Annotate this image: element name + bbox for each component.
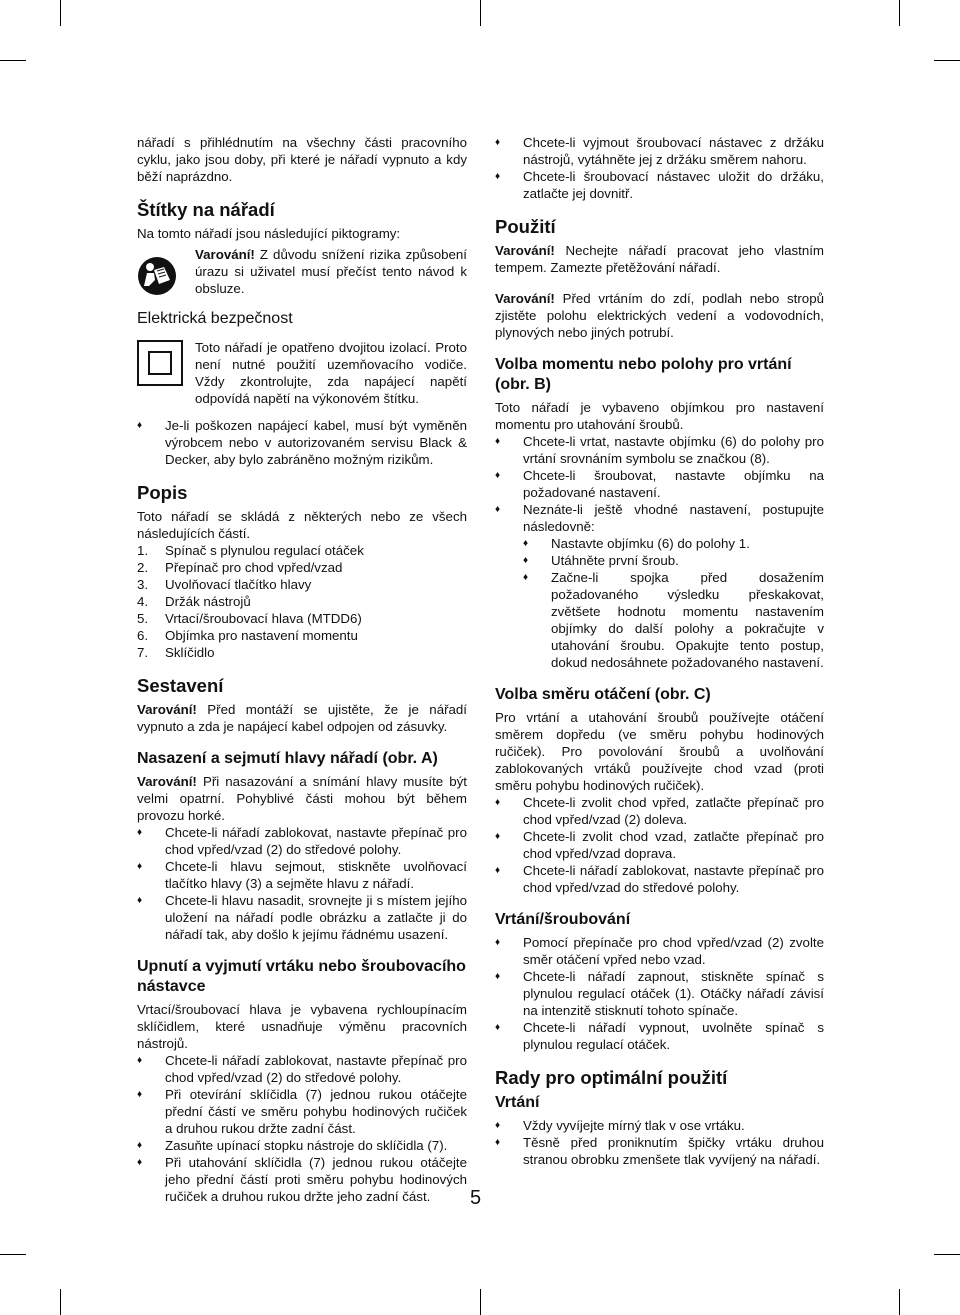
list-item: ♦ Chcete-li hlavu nasadit, srovnejte ji s místem jejího uložení na nářadí podle obrázku a zatlačte ji do nářadí tak, aby došlo k jejímu řádnému usazení. bbox=[137, 892, 467, 943]
list-item: ♦ Při otevírání sklíčidla (7) jednou rukou otáčejte přední částí ve směru pohybu hodinových ručiček a druhou rukou držte zadní část. bbox=[137, 1086, 467, 1137]
intro-text: nářadí s přihlédnutím na všechny části pracovního cyklu, jako jsou doby, při které je nářadí vypnuto a kdy běží naprázdno. bbox=[137, 135, 467, 184]
head-warning: Varování! Při nasazování a snímání hlavy musíte být velmi opatrní. Pohyblivé části mohou být během provozu horké. bbox=[137, 774, 467, 823]
torque-sub-list bbox=[523, 535, 824, 671]
crop-mark bbox=[934, 60, 960, 61]
head-list bbox=[137, 824, 467, 943]
parts-list bbox=[137, 542, 467, 661]
description-intro: Toto nářadí se skládá z některých nebo ze všech následujících částí. bbox=[137, 509, 467, 541]
use-heading: Použití bbox=[495, 216, 556, 237]
list-item: ♦ Chcete-li šroubovací nástavec uložit do držáku, zatlačte jej dovnitř. bbox=[495, 168, 824, 202]
read-manual-row bbox=[137, 246, 467, 297]
list-item: ♦ Neznáte-li ještě vhodné nastavení, postupujte následovně: bbox=[495, 501, 824, 535]
assembly-warning: Varování! Před montáží se ujistěte, že je nářadí vypnuto a zda je napájecí kabel odpojen od zásuvky. bbox=[137, 702, 468, 734]
double-insulation-text: Toto nářadí je opatřeno dvojitou izolací. Proto není nutné použití uzemňovacího vodiče. Vždy zkontrolujte, zda napájecí napětí odpovídá napětí na výkonovém štítku. bbox=[195, 340, 467, 406]
list-item: ♦ Chcete-li nářadí zapnout, stiskněte spínač s plynulou regulací otáček (1). Otáčky nářadí závisí na intenzitě stisknutí tohoto spínače. bbox=[495, 968, 824, 1019]
crop-mark bbox=[60, 1289, 61, 1315]
list-item: ♦ Chcete-li nářadí zablokovat, nastavte přepínač pro chod vpřed/vzad (2) do středové polohy. bbox=[137, 1052, 467, 1086]
direction-list bbox=[495, 794, 824, 896]
torque-list bbox=[495, 433, 824, 535]
bit-heading: Upnutí a vyjmutí vrtáku nebo šroubovacího nástavce bbox=[137, 958, 466, 995]
drilling-list bbox=[495, 934, 824, 1053]
list-item: ♦ Při utahování sklíčidla (7) jednou rukou otáčejte jeho přední částí proti směru pohybu hodinových ručiček a druhou rukou držte jeho zadní část. bbox=[137, 1154, 467, 1205]
crop-mark bbox=[480, 0, 481, 26]
list-item: ♦ Chcete-li nářadí zablokovat, nastavte přepínač pro chod vpřed/vzad do středové polohy. bbox=[495, 862, 824, 896]
crop-mark bbox=[934, 1254, 960, 1255]
list-item: ♦ Utáhněte první šroub. bbox=[523, 552, 824, 569]
crop-mark bbox=[60, 0, 61, 26]
use-warning-1: Varování! Nechejte nářadí pracovat jeho vlastním tempem. Zamezte přetěžování nářadí. bbox=[495, 243, 825, 275]
list-item: 7. Sklíčidlo bbox=[137, 645, 215, 660]
tips-sub-heading: Vrtání bbox=[495, 1094, 540, 1111]
list-item: ♦ Chcete-li vyjmout šroubovací nástavec z držáku nástrojů, vytáhněte jej z držáku směrem nahoru. bbox=[495, 134, 824, 168]
tips-heading: Rady pro optimální použití bbox=[495, 1067, 728, 1088]
list-item: 1. Spínač s plynulou regulací otáček bbox=[137, 543, 364, 558]
holder-list bbox=[495, 134, 824, 202]
list-item: 6. Objímka pro nastavení momentu bbox=[137, 628, 358, 643]
tips-list bbox=[495, 1117, 824, 1168]
labels-intro: Na tomto nářadí jsou následující piktogramy: bbox=[137, 226, 401, 241]
list-item: 3. Uvolňovací tlačítko hlavy bbox=[137, 577, 312, 592]
crop-mark bbox=[899, 1289, 900, 1315]
left-column bbox=[137, 134, 467, 1205]
list-item: ♦ Vždy vyvíjejte mírný tlak v ose vrtáku. bbox=[495, 1117, 824, 1134]
torque-heading: Volba momentu nebo polohy pro vrtání (obr. B) bbox=[495, 356, 792, 393]
list-item: ♦ Chcete-li zvolit chod vpřed, zatlačte přepínač pro chod vpřed/vzad (2) doleva. bbox=[495, 794, 824, 828]
list-item: ♦ Zasuňte upínací stopku nástroje do sklíčidla (7). bbox=[137, 1137, 467, 1154]
direction-heading: Volba směru otáčení (obr. C) bbox=[495, 686, 711, 703]
list-item: ♦ Pomocí přepínače pro chod vpřed/vzad (2) zvolte směr otáčení vpřed nebo vzad. bbox=[495, 934, 824, 968]
crop-mark bbox=[480, 1289, 481, 1315]
list-item: 2. Přepínač pro chod vpřed/vzad bbox=[137, 560, 343, 575]
list-item: ♦ Chcete-li zvolit chod vzad, zatlačte přepínač pro chod vpřed/vzad doprava. bbox=[495, 828, 824, 862]
list-item: ♦ Chcete-li nářadí vypnout, uvolněte spínač s plynulou regulací otáček. bbox=[495, 1019, 824, 1053]
description-heading: Popis bbox=[137, 482, 188, 503]
list-item: 4. Držák nástrojů bbox=[137, 594, 251, 609]
read-manual-text: Varování! Z důvodu snížení rizika způsobení úrazu si uživatel musí přečíst tento návod k obsluze. bbox=[195, 247, 467, 296]
page-number: 5 bbox=[470, 1187, 482, 1209]
crop-mark bbox=[0, 1254, 26, 1255]
list-item: 5. Vrtací/šroubovací hlava (MTDD6) bbox=[137, 611, 362, 626]
list-item: ♦ Nastavte objímku (6) do polohy 1. bbox=[523, 535, 824, 552]
list-item: ♦ Začne-li spojka před dosažením požadovaného výsledku přeskakovat, zvětšete hodnotu momentu nastavením objímky do další polohy a pokračujte v utahování šroubu. Opakujte tento postup, dokud nedosáhnete požadovaného nastavení. bbox=[523, 569, 824, 671]
cable-list bbox=[137, 417, 467, 468]
electrical-heading: Elektrická bezpečnost bbox=[137, 310, 293, 327]
list-item: ♦ Chcete-li šroubovat, nastavte objímku na požadované nastavení. bbox=[495, 467, 824, 501]
labels-heading: Štítky na nářadí bbox=[137, 199, 275, 220]
list-item: ♦ Chcete-li nářadí zablokovat, nastavte přepínač pro chod vpřed/vzad (2) do středové polohy. bbox=[137, 824, 467, 858]
use-warning-2: Varování! Před vrtáním do zdí, podlah nebo stropů zjistěte polohu elektrických vedení a vodovodních, plynových nebo jiných potrubí. bbox=[495, 291, 824, 340]
direction-intro: Pro vrtání a utahování šroubů používejte otáčení směrem dopředu (ve směru pohybu hodinových ručiček). Pro povolování šroubů a uvolňování zablokovaných vrtáků používejte chod vzad (proti směru pohybu hodinových ručiček). bbox=[495, 710, 824, 793]
drilling-heading: Vrtání/šroubování bbox=[495, 911, 631, 928]
crop-mark bbox=[899, 0, 900, 26]
right-column bbox=[495, 134, 824, 1168]
list-item: ♦ Je-li poškozen napájecí kabel, musí být vyměněn výrobcem nebo v autorizovaném servisu Black & Decker, aby bylo zabráněno možným rizikům. bbox=[137, 417, 467, 468]
assembly-heading: Sestavení bbox=[137, 675, 224, 696]
list-item: ♦ Těsně před proniknutím špičky vrtáku druhou stranou obrobku zmenšete tlak vyvíjený na nářadí. bbox=[495, 1134, 824, 1168]
read-manual-icon bbox=[137, 256, 177, 300]
double-insulation-row bbox=[137, 339, 467, 407]
bit-list bbox=[137, 1052, 467, 1205]
torque-intro: Toto nářadí je vybaveno objímkou pro nastavení momentu pro utahování šroubů. bbox=[495, 400, 824, 432]
list-item: ♦ Chcete-li hlavu sejmout, stiskněte uvolňovací tlačítko hlavy (3) a sejměte hlavu z nářadí. bbox=[137, 858, 467, 892]
bit-intro: Vrtací/šroubovací hlava je vybavena rychloupínacím sklíčidlem, které usnadňuje výměnu pracovních nástrojů. bbox=[137, 1002, 467, 1051]
double-insulation-icon bbox=[137, 340, 183, 390]
list-item: ♦ Chcete-li vrtat, nastavte objímku (6) do polohy pro vrtání srovnáním symbolu se značkou (8). bbox=[495, 433, 824, 467]
crop-mark bbox=[0, 60, 26, 61]
head-heading: Nasazení a sejmutí hlavy nářadí (obr. A) bbox=[137, 750, 438, 767]
